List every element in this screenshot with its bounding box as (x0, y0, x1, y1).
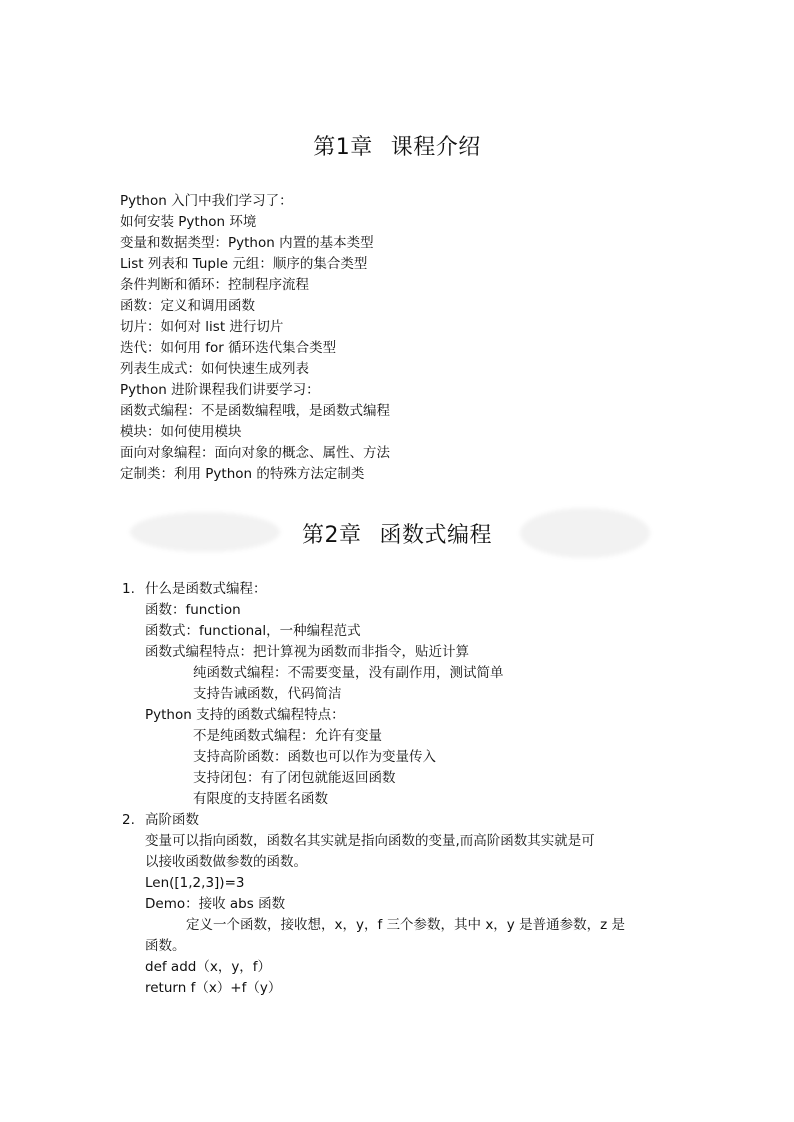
section2-paragraph2-line2: 函数。 (145, 938, 186, 954)
section1-line: 支持闭包：有了闭包就能返回函数 (193, 770, 396, 786)
section2-paragraph2-line1: 定义一个函数，接收想，x，y，f 三个参数，其中 x，y 是普通参数，z 是 (186, 917, 625, 933)
section2-code-def: def add（x，y，f） (145, 959, 272, 975)
chapter1-line: 定制类：利用 Python 的特殊方法定制类 (120, 466, 365, 482)
chapter2-title (0, 518, 794, 549)
chapter1-line: 函数式编程：不是函数编程哦，是函数式编程 (120, 403, 390, 419)
chapter1-line: List 列表和 Tuple 元组：顺序的集合类型 (120, 256, 368, 272)
section2-heading: 高阶函数 (145, 812, 199, 828)
chapter1-title (0, 130, 794, 161)
section2-demo: Demo：接收 abs 函数 (145, 896, 286, 912)
section2-marker: 2. (122, 812, 135, 828)
chapter1-line: 变量和数据类型：Python 内置的基本类型 (120, 235, 374, 251)
chapter1-line: Python 进阶课程我们讲要学习： (120, 382, 320, 398)
section2-paragraph1-line1: 变量可以指向函数，函数名其实就是指向函数的变量,而高阶函数其实就是可 (145, 833, 595, 849)
chapter1-line: 切片：如何对 list 进行切片 (120, 319, 284, 335)
chapter1-line: 如何安装 Python 环境 (120, 214, 257, 230)
chapter1-name: 课程介绍 (390, 135, 481, 160)
chapter1-line: 列表生成式：如何快速生成列表 (120, 361, 309, 377)
section1-marker: 1. (122, 581, 135, 597)
chapter2-number: 第2章 (301, 523, 362, 548)
chapter1-line: 条件判断和循环：控制程序流程 (120, 277, 309, 293)
section1-line: 纯函数式编程：不需要变量，没有副作用，测试简单 (193, 665, 504, 681)
section2-paragraph1-line2: 以接收函数做参数的函数。 (145, 854, 307, 870)
chapter1-line: 面向对象编程：面向对象的概念、属性、方法 (120, 445, 390, 461)
section2-code-return: return f（x）+f（y） (145, 980, 282, 996)
section1-line: 函数式编程特点：把计算视为函数而非指令，贴近计算 (145, 644, 469, 660)
chapter1-line: 迭代：如何用 for 循环迭代集合类型 (120, 340, 337, 356)
chapter1-line: 函数：定义和调用函数 (120, 298, 255, 314)
section1-heading: 什么是函数式编程： (145, 581, 267, 597)
section2-code-len: Len([1,2,3])=3 (145, 875, 245, 891)
chapter1-line: Python 入门中我们学习了： (120, 193, 293, 209)
chapter1-number: 第1章 (313, 135, 373, 160)
section1-line: 函数式：functional，一种编程范式 (145, 623, 361, 639)
section1-line: 不是纯函数式编程：允许有变量 (193, 728, 382, 744)
chapter1-line: 模块：如何使用模块 (120, 424, 242, 440)
section1-line: 支持高阶函数：函数也可以作为变量传入 (193, 749, 436, 765)
section1-line: Python 支持的函数式编程特点： (145, 707, 345, 723)
chapter2-name: 函数式编程 (379, 523, 492, 548)
section1-line: 支持告诫函数，代码简洁 (193, 686, 342, 702)
section1-line: 函数：function (145, 602, 241, 618)
section1-line: 有限度的支持匿名函数 (193, 791, 328, 807)
